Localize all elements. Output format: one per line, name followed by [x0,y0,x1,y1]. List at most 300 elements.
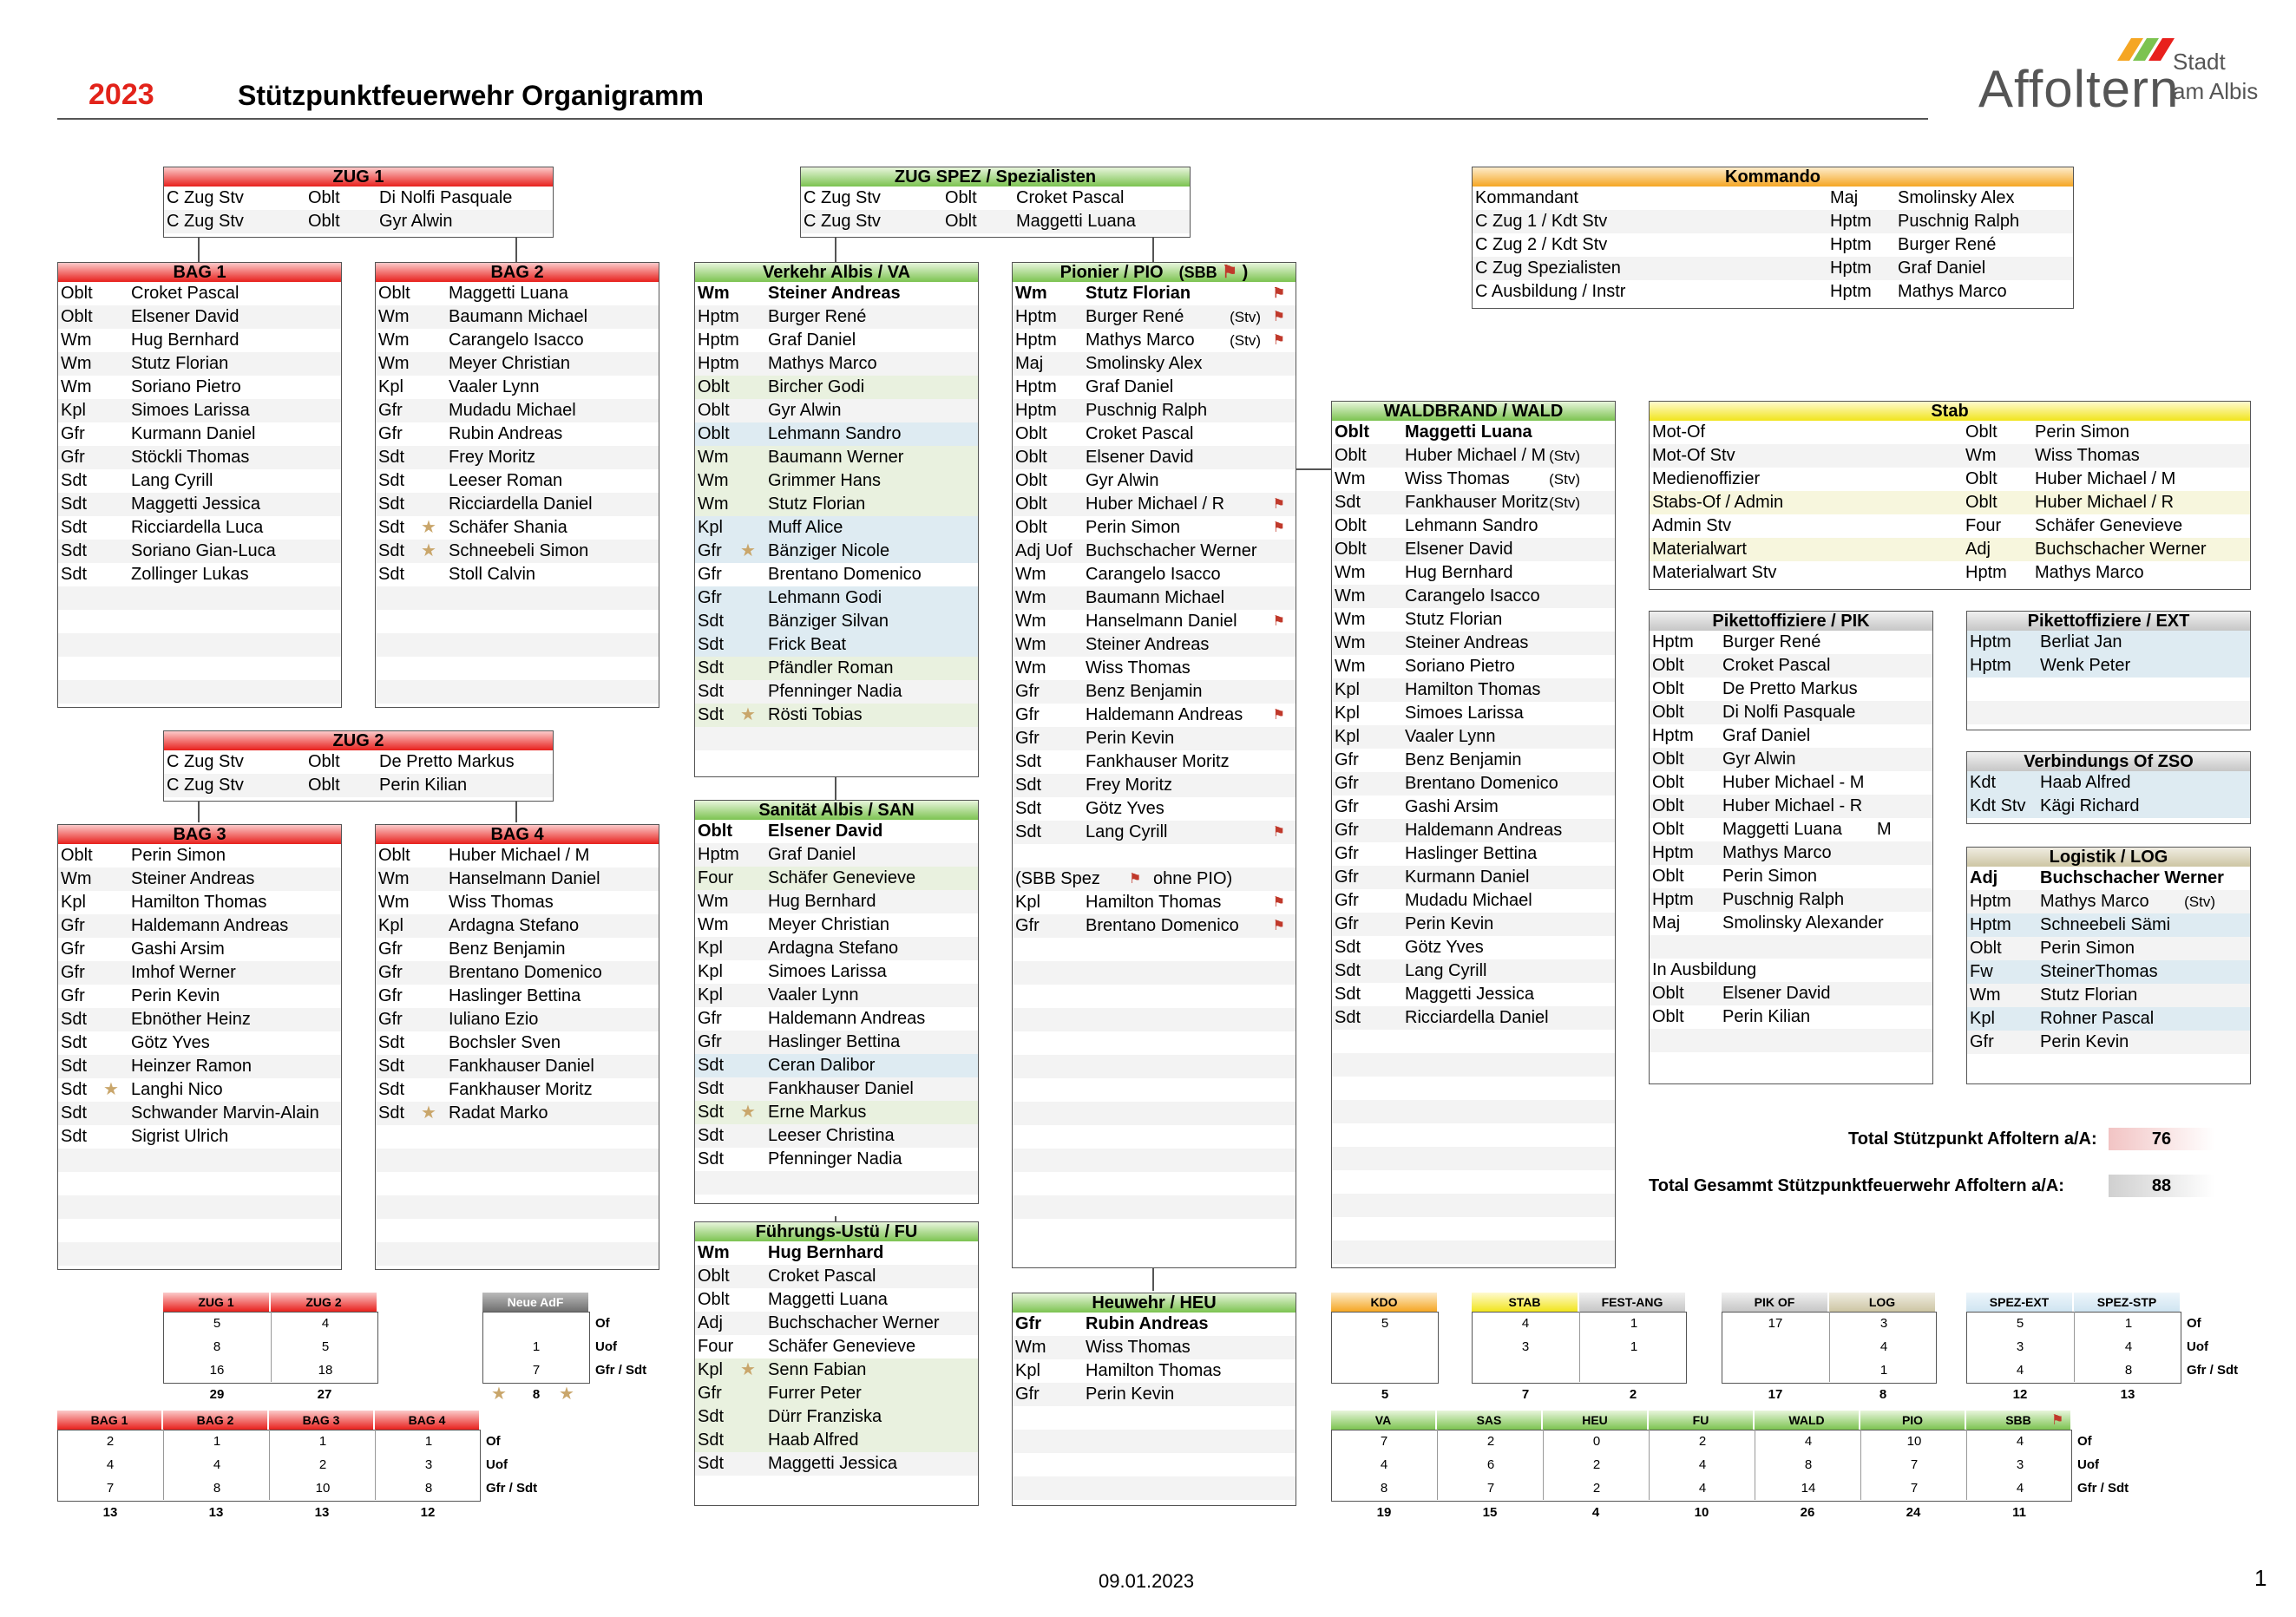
stat-header: Neue AdF [482,1293,588,1312]
stat-cell: 3 [1829,1312,1938,1335]
name-cell: Elsener David [1722,984,1831,1003]
stat-header: BAG 2 [163,1411,267,1430]
rank-cell: Wm [1015,588,1046,607]
rank-cell: Oblt [1652,703,1684,722]
stat-cell: 0 [1543,1430,1650,1453]
name-cell: SteinerThomas [2040,962,2158,981]
name-cell: Ricciardella Daniel [1405,1008,1549,1027]
stat-total: 15 [1482,1505,1498,1520]
name-cell: Burger René [768,307,867,326]
name-cell: Hanselmann Daniel [449,869,600,888]
name-cell: Fankhauser Moritz [449,1080,593,1099]
rank-cell: Fw [1970,962,1993,981]
rank-cell: Sdt [698,635,725,654]
star-icon: ★ [559,1385,574,1404]
rank-cell: Hptm [1830,235,1872,254]
star-icon: ★ [740,1360,756,1379]
rank-cell: Sdt [1335,493,1361,512]
name-cell: Hamilton Thomas [1086,893,1222,912]
name-cell: Gashi Arsim [131,939,225,959]
name-cell: Maggetti Luana [768,1290,888,1309]
rank-cell: Hptm [1830,282,1872,301]
name-cell: Grimmer Hans [768,471,882,490]
name-cell: Fankhauser Daniel [449,1057,594,1076]
sbb-note: (SBB Spez [1015,869,1100,888]
rank-cell: Sdt [698,1126,725,1145]
name-cell: Benz Benjamin [1086,682,1203,701]
name-cell: Pfändler Roman [768,658,894,678]
name-cell: Benz Benjamin [1405,750,1522,769]
rank-cell: Adj Uof [1015,541,1073,560]
name-cell: Gyr Alwin [768,401,842,420]
rank-cell: Sdt [1015,799,1042,818]
name-cell: Simoes Larissa [131,401,250,420]
name-cell: Haab Alfred [2040,773,2131,792]
rank-cell: Wm [1965,446,1997,465]
stat-row-label: Uof [595,1339,617,1354]
stat-cell: 3 [1521,1339,1530,1354]
name-cell: Mathys Marco [2035,563,2144,582]
rank-cell: Gfr [1015,729,1040,748]
rank-cell: Gfr [61,939,85,959]
stat-cell: 1 [375,1430,482,1453]
name-cell: Perin Simon [131,846,226,865]
rank-cell: Oblt [1335,540,1367,559]
stat-cell: 5 [1381,1316,1389,1331]
name-cell: Götz Yves [1086,799,1164,818]
stat-cell: 3 [2016,1339,2024,1354]
stat-cell [1722,1358,1829,1382]
star-icon: ★ [740,705,756,724]
name-cell: Perin Kevin [2040,1032,2129,1051]
rank-cell: Gfr [1015,705,1040,724]
name-cell: Zollinger Lukas [131,565,249,584]
name-cell: Imhof Werner [131,963,236,982]
flag-icon: ⚑ [1272,614,1285,629]
group-header: BAG 2 [376,263,659,282]
name-cell: Hug Bernhard [768,1243,884,1262]
rank-cell: Oblt [698,822,732,841]
rank-cell: Wm [1335,469,1366,488]
name-cell: Ebnöther Heinz [131,1010,251,1029]
rank-cell: Gfr [1335,891,1359,910]
name-cell: Carangelo Isacco [449,331,584,350]
stat-cell: 1 [1579,1312,1688,1335]
name-cell: Di Nolfi Pasquale [379,188,513,207]
rank-cell: Oblt [61,846,93,865]
stat-total: 7 [1521,1387,1530,1402]
name-cell: Burger René [1086,307,1184,326]
stat-total: 11 [2012,1505,2026,1520]
role-cell: C Zug Spezialisten [1475,259,1621,278]
rank-cell: Kpl [378,916,403,935]
stat-cell: 17 [1768,1316,1783,1331]
name-cell: Sigrist Ulrich [131,1127,229,1146]
group-header: WALDBRAND / WALD [1332,402,1615,421]
stat-cell: 1 [163,1430,270,1453]
stat-total: 19 [1376,1505,1392,1520]
name-cell: Ceran Dalibor [768,1056,876,1075]
stat-cell: 2 [1543,1453,1650,1476]
rank-cell: Wm [1335,633,1366,652]
rank-cell: Oblt [945,188,977,207]
name-cell: Soriano Pietro [131,377,241,396]
stat-cell: 1 [1829,1358,1938,1382]
logo-sub-1: Stadt [2173,49,2226,75]
name-cell: Iuliano Ezio [449,1010,539,1029]
stat-total: 24 [1906,1505,1921,1520]
note-cell: (Stv) [2184,894,2215,910]
rank-cell: Wm [1015,1338,1046,1357]
name-cell: Carangelo Isacco [1405,586,1540,606]
stat-cell: 7 [1860,1453,1967,1476]
name-cell: Croket Pascal [1722,656,1831,675]
rank-cell: Wm [1015,658,1046,678]
name-cell: Graf Daniel [1086,377,1174,396]
group-header: Verbindungs Of ZSO [1967,752,2250,771]
rank-cell: Gfr [698,1384,722,1403]
rank-cell: Gfr [1015,1385,1040,1404]
star-icon: ★ [740,1103,756,1122]
stat-cell [1331,1335,1439,1358]
rank-cell: Oblt [1652,679,1684,698]
stat-row-label: Of [486,1434,501,1449]
stat-cell: 14 [1755,1476,1861,1500]
name-cell: Götz Yves [1405,938,1484,957]
name-cell: Graf Daniel [768,845,856,864]
rank-cell: Gfr [1015,1314,1041,1333]
rank-cell: Wm [1335,657,1366,676]
rank-cell: Sdt [698,1149,725,1169]
name-cell: Ardagna Stefano [449,916,580,935]
rank-cell: Sdt [698,612,725,631]
note-cell: (Stv) [1549,448,1580,464]
name-cell: Meyer Christian [449,354,571,373]
rank-cell: Kpl [698,985,723,1005]
name-cell: Heinzer Ramon [131,1057,252,1076]
stat-cell: 7 [106,1481,115,1496]
name-cell: Baumann Michael [1086,588,1225,607]
stat-total: 13 [102,1505,118,1520]
rank-cell: Oblt [698,424,730,443]
name-cell: Haslinger Bettina [1405,844,1538,863]
rank-cell: Sdt [1015,776,1042,795]
rank-cell: Oblt [698,1267,730,1286]
name-cell: Dürr Franziska [768,1407,882,1426]
name-cell: Leeser Christina [768,1126,895,1145]
rank-cell: Hptm [1652,632,1694,651]
name-cell: Brentano Domenico [1086,916,1239,935]
rank-cell: Sdt [378,471,405,490]
rank-cell: Oblt [308,776,340,795]
stat-header: SAS [1437,1411,1541,1430]
page-number: 1 [2254,1565,2267,1591]
stat-header: BAG 1 [57,1411,161,1430]
name-cell: Leeser Roman [449,471,563,490]
name-cell: Rubin Andreas [449,424,563,443]
name-cell: Perin Simon [1086,518,1180,537]
group-header: BAG 3 [58,825,341,844]
name-cell: Bircher Godi [768,377,865,396]
name-cell: Buchschacher Werner [1086,541,1257,560]
name-cell: Pfenninger Nadia [768,1149,902,1169]
name-cell: Huber Michael / M [2035,469,2176,488]
stat-row-label: Gfr / Sdt [2077,1481,2129,1496]
rank-cell: Adj [1970,868,1998,887]
rank-cell: Wm [698,915,729,934]
stat-total: 13 [2120,1387,2135,1402]
rank-cell: Sdt [61,1057,88,1076]
name-cell: Ricciardella Luca [131,518,264,537]
rank-cell: Sdt [1335,938,1361,957]
stat-cell: 5 [213,1316,221,1331]
name-cell: Schäfer Genevieve [768,868,916,887]
name-cell: Croket Pascal [768,1267,876,1286]
rank-cell: Wm [698,892,729,911]
role-cell: Mot-Of [1652,422,1706,442]
name-cell: Ricciardella Daniel [449,494,593,514]
name-cell: Kägi Richard [2040,796,2140,815]
rank-cell: Oblt [1652,656,1684,675]
rank-cell: Kpl [1335,727,1360,746]
rank-cell: Adj [1965,540,1991,559]
stat-header: SPEZ-STP [2074,1293,2180,1312]
stat-cell: 7 [532,1363,541,1378]
rank-cell: Wm [378,331,410,350]
rank-cell: Oblt [698,401,730,420]
name-cell: Langhi Nico [131,1080,223,1099]
stat-cell: 10 [1860,1430,1967,1453]
rank-cell: Wm [698,494,729,514]
total-value: 76 [2109,1128,2214,1150]
rank-cell: Hptm [1965,563,2007,582]
total-all-value: 88 [2109,1175,2214,1197]
name-cell: Buchschacher Werner [2040,868,2224,887]
name-cell: Kurmann Daniel [1405,867,1530,887]
rank-cell: Kpl [1015,1361,1040,1380]
group-header: Verkehr Albis / VA [695,263,978,282]
name-cell: Perin Simon [1722,867,1817,886]
rank-cell: Kpl [61,401,86,420]
rank-cell: Wm [1335,610,1366,629]
stat-header: FU [1649,1411,1753,1430]
stat-row-label: Gfr / Sdt [2187,1363,2239,1378]
rank-cell: Sdt [378,1103,405,1123]
group-header: Stab [1650,402,2250,421]
name-cell: Bänziger Nicole [768,541,890,560]
name-cell: Maggetti Luana [1405,422,1532,442]
note-cell: (Stv) [1549,494,1580,511]
name-cell: Maggetti Jessica [768,1454,897,1473]
name-cell: Baumann Werner [768,448,904,467]
name-cell: Stutz Florian [1405,610,1503,629]
rank-cell: Gfr [61,448,85,467]
name-cell: Schwander Marvin-Alain [131,1103,319,1123]
rank-cell: Wm [378,307,410,326]
rank-cell: Four [698,1337,734,1356]
flag-icon: ⚑ [1272,919,1285,933]
rank-cell: Gfr [1335,821,1359,840]
rank-cell: Sdt [378,518,405,537]
stat-cell: 5 [2016,1316,2024,1331]
rank-cell: Kpl [698,939,723,958]
rank-cell: Hptm [1970,892,2011,911]
name-cell: Senn Fabian [768,1360,867,1379]
rank-cell: Oblt [1652,1007,1684,1026]
stat-total: 8 [1879,1387,1887,1402]
name-cell: Mathys Marco [1898,282,2007,301]
name-cell: Perin Kilian [1722,1007,1811,1026]
rank-cell: Wm [1970,985,2001,1005]
group-header: ZUG 1 [164,167,553,187]
role-cell: Mot-Of Stv [1652,446,1735,465]
name-cell: Baumann Michael [449,307,588,326]
name-cell: Stutz Florian [768,494,866,514]
group-header: BAG 1 [58,263,341,282]
rank-cell: Sdt [1015,752,1042,771]
name-cell: Elsener David [1086,448,1194,467]
rank-cell: Gfr [1015,682,1040,701]
rank-cell: Wm [378,869,410,888]
rank-cell: Sdt [1335,961,1361,980]
group-header: Heuwehr / HEU [1013,1293,1296,1313]
rank-cell: Gfr [698,541,722,560]
role-cell: C Zug 1 / Kdt Stv [1475,212,1608,231]
stat-row-label: Gfr / Sdt [595,1363,647,1378]
rank-cell: Oblt [308,212,340,231]
name-cell: Perin Kevin [131,986,220,1005]
name-cell: Perin Simon [2040,939,2135,958]
rank-cell: Sdt [378,1057,405,1076]
name-cell: Lang Cyrill [1405,961,1487,980]
flag-icon: ⚑ [1217,263,1243,282]
star-icon: ★ [421,518,436,537]
stat-row-label: Gfr / Sdt [486,1481,538,1496]
name-cell: Soriano Gian-Luca [131,541,276,560]
rank-cell: Hptm [1652,726,1694,745]
name-cell: Hug Bernhard [1405,563,1513,582]
flag-icon: ⚑ [2051,1413,2064,1428]
name-cell: Elsener David [1405,540,1513,559]
name-cell: Stoll Calvin [449,565,536,584]
page-title: Stützpunktfeuerwehr Organigramm [238,80,704,111]
logo-text: Affoltern [1978,60,2180,118]
stat-total: 4 [1591,1505,1600,1520]
role-cell: Medienoffizier [1652,469,1761,488]
rank-cell: Wm [1335,586,1366,606]
note-cell: (Stv) [1230,332,1261,349]
rank-cell: Gfr [378,939,403,959]
stat-cell: 2 [106,1434,115,1449]
name-cell: Perin Kevin [1086,1385,1175,1404]
rank-cell: Sdt [61,518,88,537]
name-cell: Simoes Larissa [1405,704,1524,723]
rank-cell: Gfr [61,986,85,1005]
name-cell: Steiner Andreas [1405,633,1529,652]
stat-cell: 18 [271,1358,379,1382]
rank-cell: Kpl [378,377,403,396]
rank-cell: Oblt [308,188,340,207]
rank-cell: Sdt [698,1454,725,1473]
pio-title: Pionier / PIO [1059,263,1164,282]
stat-cell: 8 [1755,1453,1861,1476]
stat-cell: 5 [271,1335,379,1358]
stat-cell: 10 [269,1476,376,1500]
stat-cell: 6 [1437,1453,1544,1476]
role-cell: C Zug Stv [804,188,881,207]
rank-cell: Gfr [1970,1032,1994,1051]
rank-cell: Sdt [378,448,405,467]
rank-cell: Oblt [1965,469,1998,488]
rank-cell: Gfr [61,963,85,982]
stat-header: SBB [1966,1411,2070,1430]
rank-cell: Oblt [1335,422,1369,442]
role-cell: C Zug Stv [167,212,244,231]
stat-cell: 4 [1521,1316,1530,1331]
name-cell: Mathys Marco [768,354,877,373]
rank-cell: Hptm [698,331,739,350]
name-cell: Smolinsky Alex [1898,188,2015,207]
name-cell: Graf Daniel [1722,726,1811,745]
name-cell: Gyr Alwin [1086,471,1159,490]
rank-cell: Sdt [1015,822,1042,841]
name-cell: Mathys Marco [2040,892,2149,911]
name-cell: Hug Bernhard [131,331,239,350]
rank-cell: Wm [61,869,92,888]
name-cell: Fankhauser Daniel [768,1079,914,1098]
name-cell: Perin Kevin [1086,729,1175,748]
name-cell: Mathys Marco [1086,331,1195,350]
stat-cell: 4 [1649,1453,1755,1476]
rank-cell: Sdt [61,1127,88,1146]
name-cell: Hamilton Thomas [1086,1361,1222,1380]
rank-cell: Wm [1015,284,1047,303]
footer-date: 09.01.2023 [1099,1570,1195,1592]
name-cell: De Pretto Markus [1722,679,1858,698]
stat-total: 13 [314,1505,330,1520]
name-cell: Hug Bernhard [768,892,876,911]
stat-total: 13 [208,1505,224,1520]
total-all-label: Total Gesammt Stützpunktfeuerwehr Affoltern a/A: [1649,1176,2064,1195]
stat-cell: 4 [106,1457,115,1472]
stat-total: 27 [317,1387,332,1402]
rank-cell: Oblt [1015,494,1047,514]
role-cell: C Zug Stv [167,752,244,771]
name-cell: De Pretto Markus [379,752,515,771]
rank-cell: Oblt [378,846,410,865]
name-cell: Croket Pascal [1086,424,1194,443]
rank-cell: Oblt [1652,750,1684,769]
stat-header: BAG 4 [375,1411,479,1430]
name-cell: Maggetti Luana [449,284,568,303]
name-cell: Mathys Marco [1722,843,1832,862]
name-cell: Schneebeli Sämi [2040,915,2171,934]
name-cell: Schäfer Shania [449,518,567,537]
rank-cell: Oblt [1335,446,1367,465]
name-cell: Lehmann Sandro [768,424,902,443]
rank-cell: Oblt [1652,820,1684,839]
stat-cell: 1 [269,1430,376,1453]
name-cell: Huber Michael / M [1405,446,1546,465]
stat-header: FEST-ANG [1579,1293,1685,1312]
name-cell: Rubin Andreas [1086,1314,1209,1333]
rank-cell: Gfr [61,916,85,935]
pio-title-close: ) [1242,263,1249,282]
rank-cell: Hptm [698,354,739,373]
stat-total: 17 [1768,1387,1783,1402]
name-cell: Frey Moritz [449,448,535,467]
stat-total: 12 [420,1505,436,1520]
